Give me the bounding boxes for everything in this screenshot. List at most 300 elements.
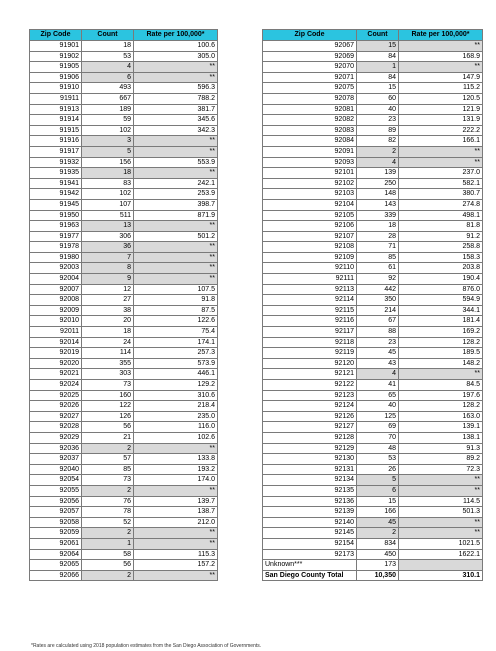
zip-code-cell: 91942 bbox=[30, 189, 82, 200]
table-row bbox=[263, 358, 483, 369]
rate-cell: 139.1 bbox=[399, 422, 483, 433]
table-row bbox=[30, 358, 218, 369]
count-cell: 148 bbox=[357, 189, 399, 200]
table-row bbox=[263, 369, 483, 380]
zip-code-cell: 92126 bbox=[263, 411, 357, 422]
count-cell: 143 bbox=[357, 199, 399, 210]
count-cell: 45 bbox=[357, 348, 399, 359]
zip-code-cell: 92123 bbox=[263, 390, 357, 401]
table-row bbox=[30, 528, 218, 539]
zip-code-cell: 91978 bbox=[30, 242, 82, 253]
rate-cell: 168.9 bbox=[399, 51, 483, 62]
rate-cell: 222.2 bbox=[399, 125, 483, 136]
rate-cell: 100.6 bbox=[134, 41, 218, 52]
rate-cell: 174.1 bbox=[134, 337, 218, 348]
table-row bbox=[30, 538, 218, 549]
count-cell: 82 bbox=[357, 136, 399, 147]
table-row bbox=[263, 454, 483, 465]
rate-cell: 89.2 bbox=[399, 454, 483, 465]
count-cell: 52 bbox=[82, 517, 134, 528]
count-cell: 88 bbox=[357, 327, 399, 338]
table-row bbox=[30, 507, 218, 518]
zip-code-cell: 91915 bbox=[30, 125, 82, 136]
rate-cell: 582.1 bbox=[399, 178, 483, 189]
count-cell: 2 bbox=[82, 570, 134, 581]
count-cell: 20 bbox=[82, 316, 134, 327]
zip-code-cell: 92008 bbox=[30, 295, 82, 306]
table-row bbox=[263, 242, 483, 253]
zip-code-cell: 91911 bbox=[30, 93, 82, 104]
count-cell: 85 bbox=[82, 464, 134, 475]
count-cell: 126 bbox=[82, 411, 134, 422]
table-row bbox=[263, 485, 483, 496]
zip-code-cell: 92070 bbox=[263, 62, 357, 73]
zip-code-cell: 91916 bbox=[30, 136, 82, 147]
zip-code-cell: 92009 bbox=[30, 305, 82, 316]
count-cell: 27 bbox=[82, 295, 134, 306]
zip-code-cell: 92117 bbox=[263, 327, 357, 338]
zip-code-cell: 92014 bbox=[30, 337, 82, 348]
table-row bbox=[263, 528, 483, 539]
zip-code-cell: 92020 bbox=[30, 358, 82, 369]
table-row bbox=[30, 369, 218, 380]
zip-code-cell: 92081 bbox=[263, 104, 357, 115]
table-row bbox=[263, 432, 483, 443]
rate-cell bbox=[399, 560, 483, 571]
zip-code-cell: 91935 bbox=[30, 168, 82, 179]
rate-cell: ** bbox=[134, 72, 218, 83]
rate-cell: 116.0 bbox=[134, 422, 218, 433]
rate-cell: 121.9 bbox=[399, 104, 483, 115]
count-cell: 13 bbox=[82, 221, 134, 232]
zip-code-cell: 92036 bbox=[30, 443, 82, 454]
table-row bbox=[30, 210, 218, 221]
count-cell: 9 bbox=[82, 274, 134, 285]
rate-cell: 305.0 bbox=[134, 51, 218, 62]
zip-code-cell: 92037 bbox=[30, 454, 82, 465]
zip-code-cell: 92010 bbox=[30, 316, 82, 327]
zip-code-cell: 91932 bbox=[30, 157, 82, 168]
count-cell: 12 bbox=[82, 284, 134, 295]
rate-cell: 120.5 bbox=[399, 93, 483, 104]
header-rate: Rate per 100,000* bbox=[399, 30, 483, 41]
zip-code-cell: 92131 bbox=[263, 464, 357, 475]
table-row bbox=[263, 125, 483, 136]
table-header-row bbox=[263, 30, 483, 41]
count-cell: 166 bbox=[357, 507, 399, 518]
zip-code-cell: 92119 bbox=[263, 348, 357, 359]
table-row bbox=[263, 284, 483, 295]
table-row bbox=[30, 231, 218, 242]
rate-cell: 193.2 bbox=[134, 464, 218, 475]
zip-table-right bbox=[262, 29, 483, 581]
rate-cell: 133.8 bbox=[134, 454, 218, 465]
rate-cell: 274.8 bbox=[399, 199, 483, 210]
count-cell: 1 bbox=[357, 62, 399, 73]
table-row bbox=[263, 62, 483, 73]
rate-cell: 190.4 bbox=[399, 274, 483, 285]
zip-code-cell: 92139 bbox=[263, 507, 357, 518]
zip-code-cell: 92028 bbox=[30, 422, 82, 433]
count-cell: 53 bbox=[82, 51, 134, 62]
header-count: Count bbox=[82, 30, 134, 41]
rate-cell: 163.0 bbox=[399, 411, 483, 422]
rate-cell: ** bbox=[134, 570, 218, 581]
rate-cell: 115.3 bbox=[134, 549, 218, 560]
rate-cell: 115.2 bbox=[399, 83, 483, 94]
rate-cell: 310.1 bbox=[399, 570, 483, 581]
count-cell: 2 bbox=[357, 146, 399, 157]
count-cell: 5 bbox=[357, 475, 399, 486]
rate-cell: 501.3 bbox=[399, 507, 483, 518]
table-row bbox=[263, 72, 483, 83]
count-cell: 303 bbox=[82, 369, 134, 380]
count-cell: 69 bbox=[357, 422, 399, 433]
zip-code-cell: 92111 bbox=[263, 274, 357, 285]
rate-cell: 257.3 bbox=[134, 348, 218, 359]
zip-code-cell: 92083 bbox=[263, 125, 357, 136]
zip-code-cell: 92127 bbox=[263, 422, 357, 433]
rate-cell: ** bbox=[134, 221, 218, 232]
count-cell: 834 bbox=[357, 538, 399, 549]
zip-code-cell: 92105 bbox=[263, 210, 357, 221]
count-cell: 73 bbox=[82, 380, 134, 391]
zip-code-cell: 92120 bbox=[263, 358, 357, 369]
zip-code-cell: 92066 bbox=[30, 570, 82, 581]
rate-cell: 166.1 bbox=[399, 136, 483, 147]
table-row bbox=[30, 549, 218, 560]
rate-cell: 235.0 bbox=[134, 411, 218, 422]
zip-code-cell: 92134 bbox=[263, 475, 357, 486]
zip-code-cell: 92145 bbox=[263, 528, 357, 539]
table-row bbox=[30, 115, 218, 126]
table-row bbox=[30, 496, 218, 507]
table-row bbox=[30, 136, 218, 147]
table-row bbox=[30, 93, 218, 104]
rate-cell: 1021.5 bbox=[399, 538, 483, 549]
table-row bbox=[30, 178, 218, 189]
rate-cell: 258.8 bbox=[399, 242, 483, 253]
rate-cell: 498.1 bbox=[399, 210, 483, 221]
count-cell: 493 bbox=[82, 83, 134, 94]
count-cell: 3 bbox=[82, 136, 134, 147]
rate-cell: 788.2 bbox=[134, 93, 218, 104]
count-cell: 40 bbox=[357, 104, 399, 115]
zip-code-cell: 92054 bbox=[30, 475, 82, 486]
count-cell: 5 bbox=[82, 146, 134, 157]
count-cell: 2 bbox=[82, 443, 134, 454]
table-row bbox=[263, 337, 483, 348]
zip-code-cell: 92011 bbox=[30, 327, 82, 338]
count-cell: 10,350 bbox=[357, 570, 399, 581]
rate-cell: 114.5 bbox=[399, 496, 483, 507]
rate-cell: 1622.1 bbox=[399, 549, 483, 560]
count-cell: 122 bbox=[82, 401, 134, 412]
rate-cell: 158.3 bbox=[399, 252, 483, 263]
table-row bbox=[263, 549, 483, 560]
zip-code-cell: 92102 bbox=[263, 178, 357, 189]
zip-code-cell: 92104 bbox=[263, 199, 357, 210]
count-cell: 23 bbox=[357, 115, 399, 126]
table-row bbox=[263, 507, 483, 518]
rate-cell: 147.9 bbox=[399, 72, 483, 83]
table-row bbox=[30, 348, 218, 359]
table-row bbox=[263, 517, 483, 528]
rate-cell: 84.5 bbox=[399, 380, 483, 391]
header-count: Count bbox=[357, 30, 399, 41]
zip-code-cell: 92082 bbox=[263, 115, 357, 126]
table-row bbox=[30, 274, 218, 285]
rate-cell: ** bbox=[134, 62, 218, 73]
table-row bbox=[30, 284, 218, 295]
zip-code-cell: 92130 bbox=[263, 454, 357, 465]
zip-code-cell: 92029 bbox=[30, 432, 82, 443]
zip-code-cell: 91950 bbox=[30, 210, 82, 221]
rate-cell: 501.2 bbox=[134, 231, 218, 242]
header-rate: Rate per 100,000* bbox=[134, 30, 218, 41]
zip-code-cell: 92118 bbox=[263, 337, 357, 348]
zip-code-cell: 92140 bbox=[263, 517, 357, 528]
table-row bbox=[263, 210, 483, 221]
table-row bbox=[263, 443, 483, 454]
rate-cell: 345.6 bbox=[134, 115, 218, 126]
zip-code-cell: 91945 bbox=[30, 199, 82, 210]
zip-table-left bbox=[29, 29, 218, 581]
count-cell: 71 bbox=[357, 242, 399, 253]
rate-cell: 197.6 bbox=[399, 390, 483, 401]
table-row bbox=[30, 443, 218, 454]
table-row bbox=[30, 390, 218, 401]
table-row bbox=[263, 252, 483, 263]
table-row bbox=[30, 475, 218, 486]
count-cell: 15 bbox=[357, 41, 399, 52]
rate-cell: ** bbox=[399, 528, 483, 539]
zip-code-cell: 92059 bbox=[30, 528, 82, 539]
count-cell: 125 bbox=[357, 411, 399, 422]
count-cell: 4 bbox=[357, 157, 399, 168]
table-row bbox=[263, 41, 483, 52]
zip-code-cell: 92108 bbox=[263, 242, 357, 253]
count-cell: 57 bbox=[82, 454, 134, 465]
count-cell: 18 bbox=[82, 41, 134, 52]
rate-cell: ** bbox=[134, 528, 218, 539]
rate-cell: ** bbox=[399, 41, 483, 52]
count-cell: 84 bbox=[357, 51, 399, 62]
count-cell: 28 bbox=[357, 231, 399, 242]
count-cell: 6 bbox=[357, 485, 399, 496]
table-row bbox=[263, 390, 483, 401]
rate-cell: 107.5 bbox=[134, 284, 218, 295]
zip-code-cell: 92122 bbox=[263, 380, 357, 391]
table-row bbox=[30, 517, 218, 528]
count-cell: 107 bbox=[82, 199, 134, 210]
rate-cell: 72.3 bbox=[399, 464, 483, 475]
table-row bbox=[30, 454, 218, 465]
rate-cell: ** bbox=[399, 517, 483, 528]
rate-cell: 871.9 bbox=[134, 210, 218, 221]
count-cell: 85 bbox=[357, 252, 399, 263]
table-row bbox=[30, 432, 218, 443]
count-cell: 15 bbox=[357, 83, 399, 94]
table-row bbox=[30, 316, 218, 327]
zip-code-cell: 92075 bbox=[263, 83, 357, 94]
table-row bbox=[30, 327, 218, 338]
zip-code-cell: 91901 bbox=[30, 41, 82, 52]
table-row bbox=[263, 295, 483, 306]
table-header-row bbox=[30, 30, 218, 41]
table-row bbox=[263, 93, 483, 104]
zip-code-cell: Unknown*** bbox=[263, 560, 357, 571]
zip-code-cell: 91917 bbox=[30, 146, 82, 157]
zip-code-cell: 92106 bbox=[263, 221, 357, 232]
rate-cell: ** bbox=[399, 157, 483, 168]
count-cell: 58 bbox=[82, 549, 134, 560]
table-row bbox=[30, 485, 218, 496]
zip-code-cell: 92078 bbox=[263, 93, 357, 104]
header-zip: Zip Code bbox=[30, 30, 82, 41]
table-row bbox=[263, 475, 483, 486]
count-cell: 23 bbox=[357, 337, 399, 348]
count-cell: 189 bbox=[82, 104, 134, 115]
zip-code-cell: 92109 bbox=[263, 252, 357, 263]
zip-code-cell: 92004 bbox=[30, 274, 82, 285]
rate-cell: 138.7 bbox=[134, 507, 218, 518]
count-cell: 83 bbox=[82, 178, 134, 189]
rate-cell: 596.3 bbox=[134, 83, 218, 94]
count-cell: 250 bbox=[357, 178, 399, 189]
rate-cell: 380.7 bbox=[399, 189, 483, 200]
table-row bbox=[30, 125, 218, 136]
table-row bbox=[30, 464, 218, 475]
rate-cell: 91.3 bbox=[399, 443, 483, 454]
table-row bbox=[263, 199, 483, 210]
count-cell: 306 bbox=[82, 231, 134, 242]
rate-cell: 87.5 bbox=[134, 305, 218, 316]
table-row bbox=[263, 316, 483, 327]
rate-cell: 128.2 bbox=[399, 401, 483, 412]
table-row bbox=[263, 422, 483, 433]
count-cell: 450 bbox=[357, 549, 399, 560]
count-cell: 139 bbox=[357, 168, 399, 179]
count-cell: 18 bbox=[357, 221, 399, 232]
table-row bbox=[30, 51, 218, 62]
table-row bbox=[30, 263, 218, 274]
unknown-row bbox=[263, 560, 483, 571]
table-row bbox=[263, 136, 483, 147]
zip-code-cell: 92084 bbox=[263, 136, 357, 147]
rate-cell: ** bbox=[134, 274, 218, 285]
rate-cell: 102.6 bbox=[134, 432, 218, 443]
rate-cell: ** bbox=[134, 252, 218, 263]
zip-code-cell: 92019 bbox=[30, 348, 82, 359]
count-cell: 160 bbox=[82, 390, 134, 401]
table-row bbox=[263, 146, 483, 157]
table-row bbox=[30, 305, 218, 316]
zip-code-cell: 92061 bbox=[30, 538, 82, 549]
zip-code-cell: 92136 bbox=[263, 496, 357, 507]
table-row bbox=[30, 570, 218, 581]
count-cell: 61 bbox=[357, 263, 399, 274]
table-row bbox=[263, 411, 483, 422]
rate-cell: ** bbox=[134, 242, 218, 253]
count-cell: 18 bbox=[82, 168, 134, 179]
count-cell: 45 bbox=[357, 517, 399, 528]
count-cell: 8 bbox=[82, 263, 134, 274]
rate-cell: 573.9 bbox=[134, 358, 218, 369]
zip-code-cell: 92003 bbox=[30, 263, 82, 274]
rate-cell: ** bbox=[399, 146, 483, 157]
zip-code-cell: 92129 bbox=[263, 443, 357, 454]
zip-code-cell: 92115 bbox=[263, 305, 357, 316]
table-row bbox=[30, 157, 218, 168]
rate-cell: 381.7 bbox=[134, 104, 218, 115]
table-row bbox=[263, 401, 483, 412]
count-cell: 48 bbox=[357, 443, 399, 454]
count-cell: 67 bbox=[357, 316, 399, 327]
table-row bbox=[30, 295, 218, 306]
zip-code-cell: 92065 bbox=[30, 560, 82, 571]
rate-cell: 876.0 bbox=[399, 284, 483, 295]
table-row bbox=[30, 221, 218, 232]
count-cell: 92 bbox=[357, 274, 399, 285]
rate-cell: ** bbox=[134, 538, 218, 549]
rate-cell: ** bbox=[399, 475, 483, 486]
count-cell: 78 bbox=[82, 507, 134, 518]
zip-code-cell: 92114 bbox=[263, 295, 357, 306]
count-cell: 511 bbox=[82, 210, 134, 221]
zip-code-cell: 92135 bbox=[263, 485, 357, 496]
count-cell: 73 bbox=[82, 475, 134, 486]
count-cell: 36 bbox=[82, 242, 134, 253]
zip-code-cell: 92173 bbox=[263, 549, 357, 560]
count-cell: 24 bbox=[82, 337, 134, 348]
zip-code-cell: 91902 bbox=[30, 51, 82, 62]
zip-code-cell: 92154 bbox=[263, 538, 357, 549]
zip-code-cell: 92091 bbox=[263, 146, 357, 157]
zip-code-cell: 91914 bbox=[30, 115, 82, 126]
rate-cell: 594.9 bbox=[399, 295, 483, 306]
rate-cell: 129.2 bbox=[134, 380, 218, 391]
count-cell: 156 bbox=[82, 157, 134, 168]
zip-code-cell: 92040 bbox=[30, 464, 82, 475]
count-cell: 65 bbox=[357, 390, 399, 401]
rate-cell: 242.1 bbox=[134, 178, 218, 189]
count-cell: 2 bbox=[82, 485, 134, 496]
table-row bbox=[30, 72, 218, 83]
zip-code-cell: 92026 bbox=[30, 401, 82, 412]
zip-code-cell: 91905 bbox=[30, 62, 82, 73]
zip-code-cell: 92069 bbox=[263, 51, 357, 62]
zip-code-cell: 92093 bbox=[263, 157, 357, 168]
table-row bbox=[30, 252, 218, 263]
zip-code-cell: 92007 bbox=[30, 284, 82, 295]
county-total-row bbox=[263, 570, 483, 581]
rate-cell: 75.4 bbox=[134, 327, 218, 338]
rate-cell: ** bbox=[399, 485, 483, 496]
count-cell: 89 bbox=[357, 125, 399, 136]
zip-code-cell: 91977 bbox=[30, 231, 82, 242]
table-row bbox=[263, 157, 483, 168]
count-cell: 70 bbox=[357, 432, 399, 443]
count-cell: 21 bbox=[82, 432, 134, 443]
table-row bbox=[263, 464, 483, 475]
table-row bbox=[30, 401, 218, 412]
table-row bbox=[263, 231, 483, 242]
table-row bbox=[263, 189, 483, 200]
rate-cell: 553.9 bbox=[134, 157, 218, 168]
rate-cell: 398.7 bbox=[134, 199, 218, 210]
zip-code-cell: 92121 bbox=[263, 369, 357, 380]
